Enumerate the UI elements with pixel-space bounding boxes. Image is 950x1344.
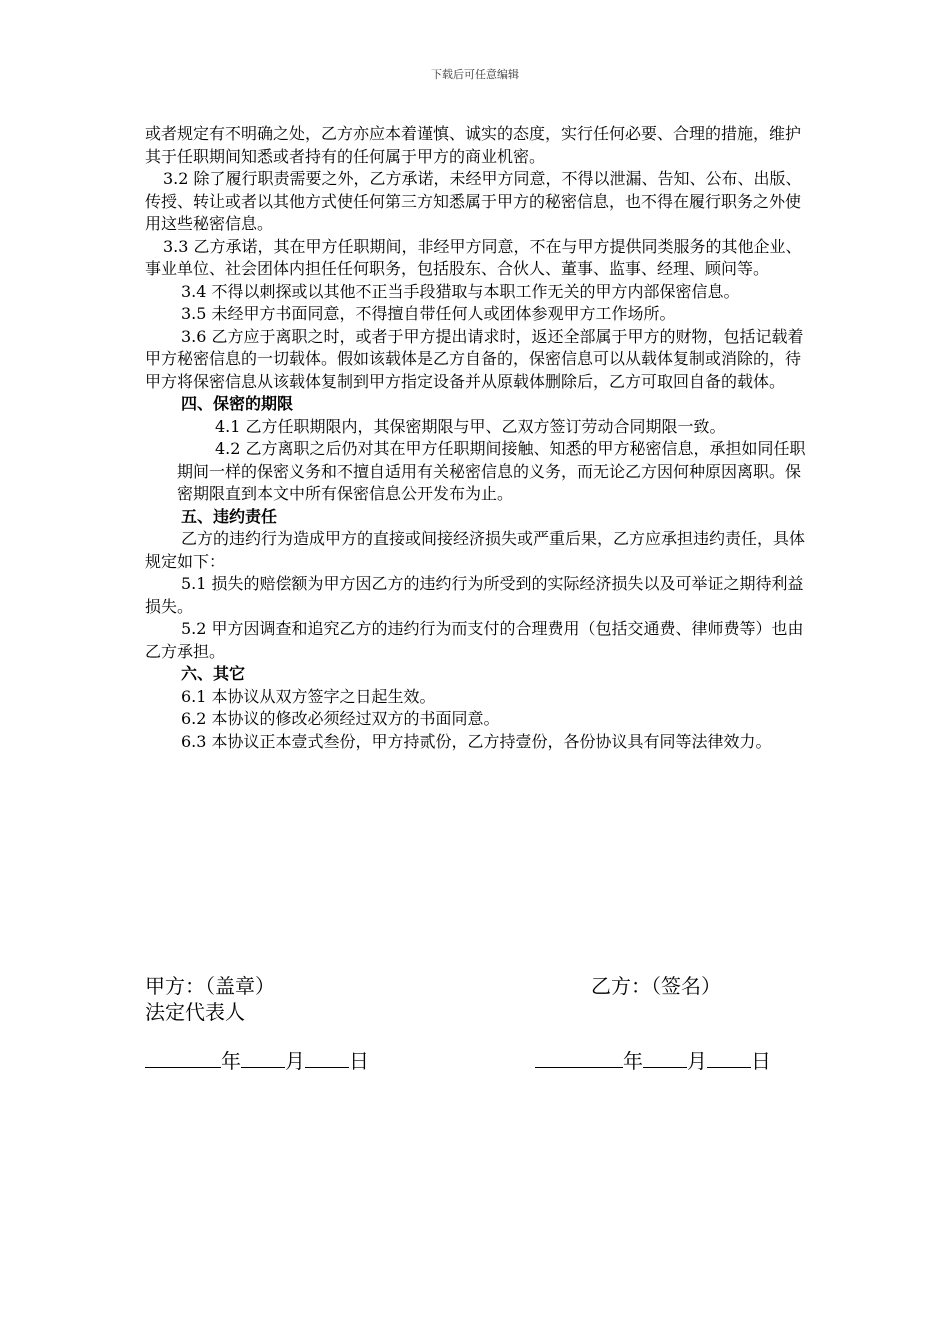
page-header: 下载后可任意编辑 — [431, 68, 519, 81]
section-4-heading: 四、保密的期限 — [181, 394, 294, 413]
year-label: 年 — [221, 1049, 241, 1073]
legal-rep-label: 法定代表人 — [145, 1000, 245, 1024]
clause-4-2: 4.2 乙方离职之后仍对其在甲方任职期间接触、知悉的甲方秘密信息，承担如同任职期间一样的保密义务和不擅自适用有关秘密信息的义务，而无论乙方因何种原因离职。保密期限直到本文中所有保密信息公开发布为止。 — [177, 439, 806, 503]
signature-row — [145, 970, 825, 999]
section-5-intro: 乙方的违约行为造成甲方的直接或间接经济损失或严重后果，乙方应承担违约责任，具体规定如下： — [145, 529, 806, 571]
day-label: 日 — [751, 1049, 771, 1073]
clause-3-2: 3.2 除了履行职责需要之外，乙方承诺，未经甲方同意，不得以泄漏、告知、公布、出版、传授、转让或者以其他方式使任何第三方知悉属于甲方的秘密信息，也不得在履行职务之外使用这些秘密信息。 — [145, 169, 802, 233]
year-label: 年 — [623, 1049, 643, 1073]
section-4-body — [145, 416, 815, 506]
day-label: 日 — [349, 1049, 369, 1073]
year-blank — [145, 1049, 221, 1068]
year-blank — [535, 1049, 623, 1068]
party-b-label: 乙方：（签名） — [591, 974, 721, 998]
paragraph-continuation: 或者规定有不明确之处，乙方亦应本着谨慎、诚实的态度，实行任何必要、合理的措施，维护其于任职期间知悉或者持有的任何属于甲方的商业机密。 — [145, 124, 802, 166]
clause-6-2: 6.2 本协议的修改必须经过双方的书面同意。 — [181, 709, 500, 728]
date-line-b — [535, 1045, 771, 1074]
clause-3-4: 3.4 不得以刺探或以其他不正当手段猎取与本职工作无关的甲方内部保密信息。 — [181, 281, 740, 301]
clause-6-1: 6.1 本协议从双方签字之日起生效。 — [181, 686, 436, 706]
date-line-a — [145, 1049, 369, 1073]
clause-3-6: 3.6 乙方应于离职之时，或者于甲方提出请求时，返还全部属于甲方的财物，包括记载着甲方秘密信息的一切载体。假如该载体是乙方自备的，保密信息可以从载体复制或消除的，待甲方将保密信息从该载体复制到甲方指定设备并从原载体删除后，乙方可取回自备的载体。 — [145, 326, 804, 391]
month-label: 月 — [285, 1049, 305, 1073]
section-5-heading: 五、违约责任 — [181, 506, 278, 526]
month-blank — [241, 1049, 285, 1068]
date-row — [145, 1045, 825, 1074]
day-blank — [305, 1049, 349, 1068]
month-blank — [643, 1049, 687, 1068]
section-6-heading: 六、其它 — [181, 664, 246, 683]
clause-3-5: 3.5 未经甲方书面同意，不得擅自带任何人或团体参观甲方工作场所。 — [181, 304, 676, 323]
clause-6-3: 6.3 本协议正本壹式叁份，甲方持贰份，乙方持壹份，各份协议具有同等法律效力。 — [181, 731, 772, 751]
clause-4-1: 4.1 乙方任职期限内，其保密期限与甲、乙双方签订劳动合同期限一致。 — [215, 416, 726, 436]
clause-5-2: 5.2 甲方因调查和追究乙方的违约行为而支付的合理费用（包括交通费、律师费等）也由乙方承担。 — [145, 619, 804, 661]
clause-5-1: 5.1 损失的赔偿额为甲方因乙方的违约行为所受到的实际经济损失以及可举证之期待利益损失。 — [145, 574, 804, 616]
document-body — [145, 123, 815, 753]
legal-rep-row — [145, 996, 825, 1025]
party-a-label: 甲方：（盖章） — [145, 974, 275, 998]
day-blank — [707, 1049, 751, 1068]
clause-3-3: 3.3 乙方承诺，其在甲方任职期间，非经甲方同意，不在与甲方提供同类服务的其他企业、事业单位、社会团体内担任任何职务，包括股东、合伙人、董事、监事、经理、顾问等。 — [145, 236, 802, 278]
month-label: 月 — [687, 1049, 707, 1073]
